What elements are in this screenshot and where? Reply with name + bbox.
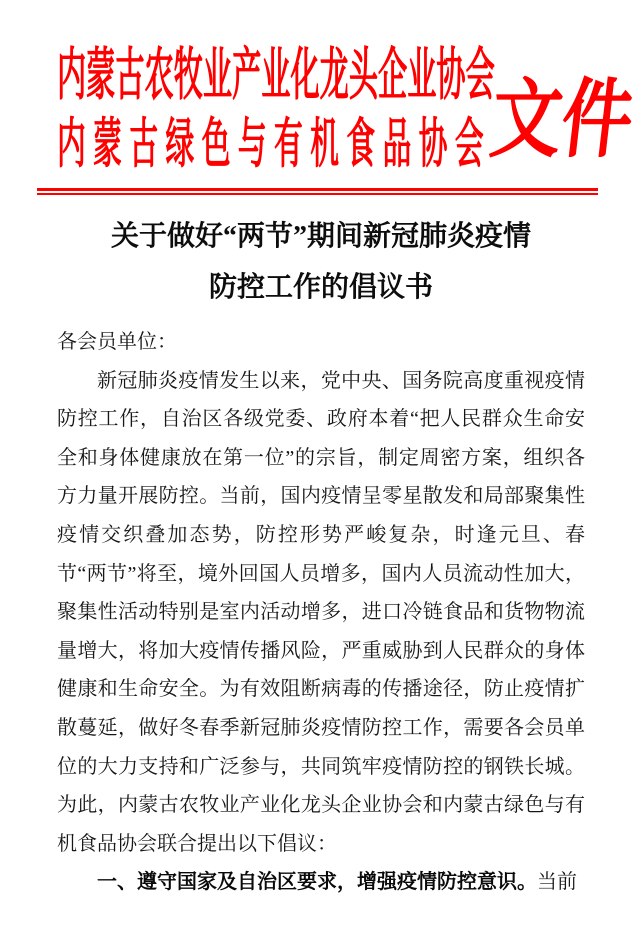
paragraph-1: 新冠肺炎疫情发生以来，党中央、国务院高度重视疫情防控工作，自治区各级党委、政府本着“把人民群众生命安全和身体健康放在第一位”的宗旨，制定周密方案，组织各方力量开展防控。当前，国内疫情呈零星散发和局部聚集性疫情交织叠加态势，防控形势严峻复杂，时逢元旦、春节“两节”将至，境外回国人员增多，国内人员流动性加大，聚集性活动特别是室内活动增多，进口冷链食品和货物物流量增大，将加大疫情传播风险，严重威胁到人民群众的身体健康和生命安全。为有效阻断病毒的传播途径，防止疫情扩散蔓延，做好冬春季新冠肺炎疫情防控工作，需要各会员单位的大力支持和广泛参与，共同筑牢疫情防控的钢铁长城。为此，内蒙古农牧业产业化龙头企业协会和内蒙古绿色与有机食品协会联合提出以下倡议： (57, 369, 585, 855)
letterhead (57, 0, 638, 185)
initiative-item-1 (57, 863, 585, 902)
salutation: 各会员单位： (57, 331, 177, 353)
org-name-line-1: 内蒙古农牧业产业化龙头企业协会 (57, 44, 495, 107)
initiative-item-1-text: 当前 (537, 871, 577, 894)
red-separator-line (37, 188, 598, 195)
org-name-line-2: 内蒙古绿色与有机食品协会 (57, 114, 492, 174)
document-body (57, 323, 585, 902)
title-line-2: 防控工作的倡议书 (208, 272, 433, 303)
document-word: 文件 (485, 72, 638, 168)
initiative-item-1-heading: 一、遵守国家及自治区要求，增强疫情防控意识。 (97, 871, 537, 894)
document-title (57, 211, 585, 313)
title-line-1: 关于做好“两节”期间新冠肺炎疫情 (110, 221, 531, 252)
